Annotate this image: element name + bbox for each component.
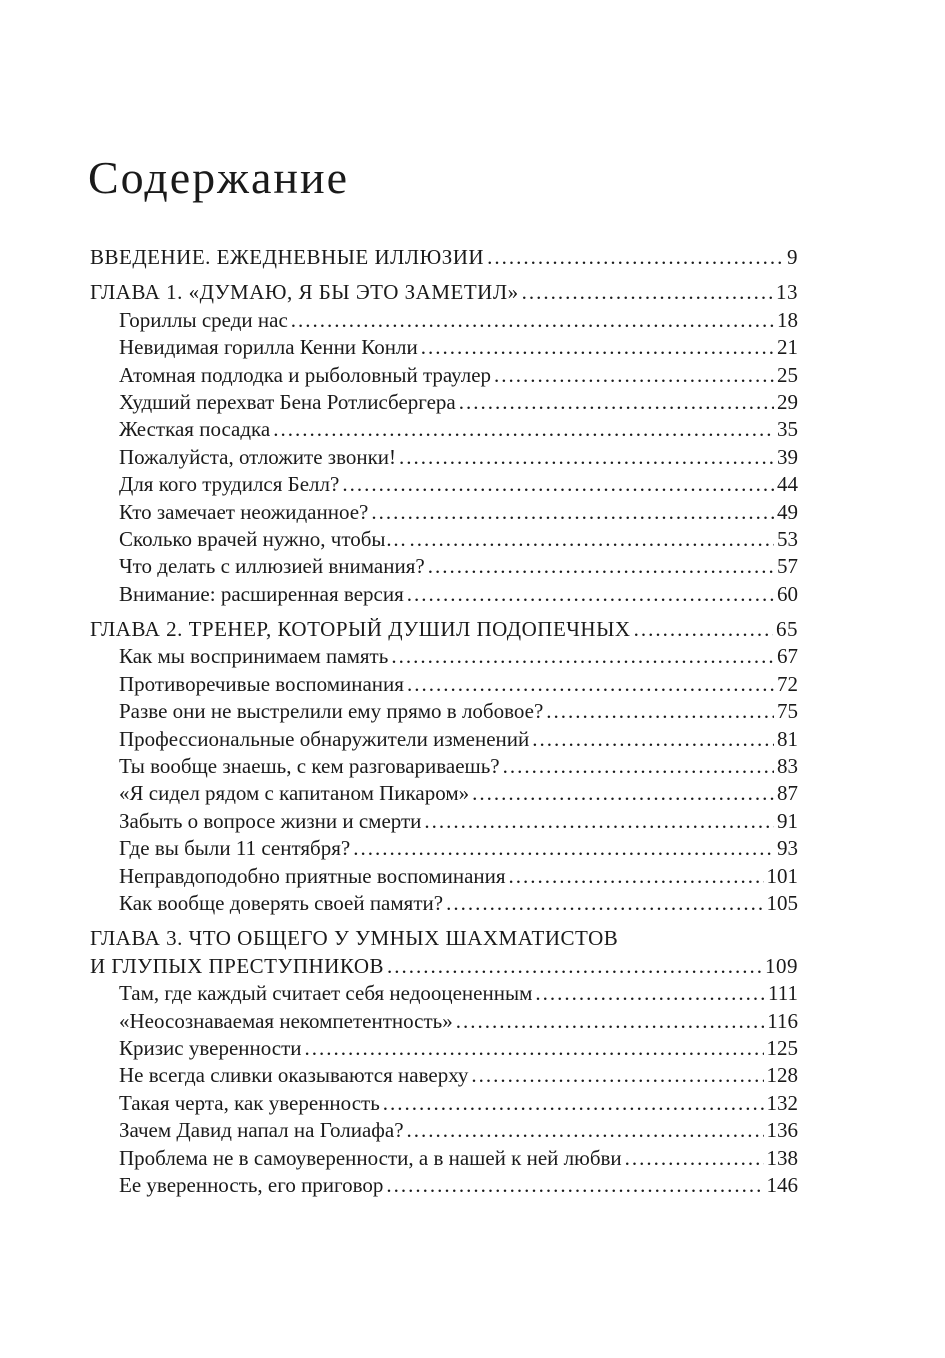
dot-leader <box>459 389 774 416</box>
toc-page-number: 53 <box>777 526 798 551</box>
toc-subsection-entry <box>90 835 798 862</box>
toc-page-number: 83 <box>777 754 798 779</box>
toc-entry-title: Пожалуйста, отложите звонки! <box>119 444 397 469</box>
toc-subsection-entry <box>90 726 798 753</box>
toc-entry-title: Невидимая горилла Кенни Конли <box>119 335 418 360</box>
toc-subsection-entry <box>90 416 798 443</box>
toc-subsection-entry <box>90 1145 798 1172</box>
dot-leader <box>503 753 774 780</box>
toc-entry-title: ГЛАВА 2. ТРЕНЕР, КОТОРЫЙ ДУШИЛ ПОДОПЕЧНЫХ <box>90 617 631 642</box>
toc-section-entry <box>90 925 798 952</box>
dot-leader <box>535 980 765 1007</box>
toc-entry-title: Как вообще доверять своей памяти? <box>119 890 444 915</box>
toc-page-number: 57 <box>777 554 798 579</box>
toc-page-number: 132 <box>766 1090 798 1115</box>
dot-leader <box>472 780 774 807</box>
dot-leader <box>399 444 774 471</box>
toc-entry-title: Что делать с иллюзией внимания? <box>119 554 425 579</box>
dot-leader <box>407 581 774 608</box>
toc-page-number: 9 <box>787 245 798 269</box>
toc-page-number: 60 <box>777 581 798 606</box>
dot-leader <box>546 698 774 725</box>
toc-page-number: 91 <box>777 808 798 833</box>
toc-entry-title: Гориллы среди нас <box>119 307 288 332</box>
dot-leader <box>471 1062 763 1089</box>
toc-entry-title: Профессиональные обнаружители изменений <box>119 726 530 751</box>
dot-leader <box>446 890 763 917</box>
dot-leader <box>634 616 773 643</box>
toc-page-number: 109 <box>765 953 798 978</box>
toc-page-number: 93 <box>777 836 798 861</box>
dot-leader <box>387 953 762 980</box>
toc-subsection-entry <box>90 389 798 416</box>
toc-subsection-entry <box>90 581 798 608</box>
toc-page-number: 128 <box>766 1063 798 1088</box>
toc-subsection-entry <box>90 499 798 526</box>
toc-entry-title: ВВЕДЕНИЕ. ЕЖЕДНЕВНЫЕ ИЛЛЮЗИИ <box>90 245 485 269</box>
toc-section-entry <box>90 953 798 980</box>
toc-subsection-entry <box>90 526 798 553</box>
toc-subsection-entry <box>90 643 798 670</box>
toc-page-number: 138 <box>766 1145 798 1170</box>
toc-subsection-entry <box>90 890 798 917</box>
toc-subsection-entry <box>90 1172 798 1199</box>
toc-section-entry <box>90 244 798 271</box>
toc-entry-title: Забыть о вопросе жизни и смерти <box>119 808 422 833</box>
toc-subsection-entry <box>90 808 798 835</box>
toc-page-number: 105 <box>766 890 798 915</box>
dot-leader <box>386 1172 763 1199</box>
toc-entry-title: «Неосознаваемая некомпетентность» <box>119 1008 453 1033</box>
toc-subsection-entry <box>90 753 798 780</box>
toc-entry-title: Такая черта, как уверенность <box>119 1090 380 1115</box>
toc-entry-title: Ее уверенность, его приговор <box>119 1172 384 1197</box>
dot-leader <box>625 1145 764 1172</box>
toc-page-number: 136 <box>766 1118 798 1143</box>
toc-entry-title: Сколько врачей нужно, чтобы… <box>119 526 407 551</box>
toc-page-number: 87 <box>777 781 798 806</box>
toc-section-entry <box>90 279 798 306</box>
dot-leader <box>273 416 774 443</box>
toc-page-number: 125 <box>766 1035 798 1060</box>
toc-entry-title: Жесткая посадка <box>119 417 271 442</box>
dot-leader <box>353 835 774 862</box>
dot-leader <box>407 671 774 698</box>
toc-entry-title: Не всегда сливки оказываются наверху <box>119 1063 469 1088</box>
toc-page-number: 18 <box>777 307 798 332</box>
toc-entry-title: Там, где каждый считает себя недооцененным <box>119 981 533 1006</box>
toc-entry-title: Атомная подлодка и рыболовный траулер <box>119 362 492 387</box>
dot-leader <box>305 1035 764 1062</box>
dot-leader <box>494 362 774 389</box>
toc-page-number: 44 <box>777 472 798 497</box>
toc-entry-title: И ГЛУПЫХ ПРЕСТУПНИКОВ <box>90 953 385 978</box>
dot-leader <box>428 553 774 580</box>
toc-page-number: 72 <box>777 671 798 696</box>
toc-page-number: 67 <box>777 644 798 669</box>
toc-subsection-entry <box>90 863 798 890</box>
dot-leader <box>424 808 774 835</box>
toc-page-number: 81 <box>777 726 798 751</box>
toc-page-number: 116 <box>767 1008 798 1033</box>
toc-subsection-entry <box>90 671 798 698</box>
toc-page-number: 25 <box>777 362 798 387</box>
toc-subsection-entry <box>90 334 798 361</box>
toc-page-number: 101 <box>766 863 798 888</box>
toc-entry-title: Кто замечает неожиданное? <box>119 499 369 524</box>
dot-leader <box>456 1008 765 1035</box>
dot-leader <box>509 863 764 890</box>
toc-subsection-entry <box>90 1008 798 1035</box>
dot-leader <box>532 726 774 753</box>
toc-subsection-entry <box>90 471 798 498</box>
toc-page-number: 35 <box>777 417 798 442</box>
dot-leader <box>522 279 773 306</box>
toc-page-number: 49 <box>777 499 798 524</box>
toc-entry-title: Ты вообще знаешь, с кем разговариваешь? <box>119 754 500 779</box>
toc-entry-title: Внимание: расширенная версия <box>119 581 404 606</box>
toc-page-number: 111 <box>768 981 798 1006</box>
toc-subsection-entry <box>90 307 798 334</box>
toc-subsection-entry <box>90 1035 798 1062</box>
toc-entry-title: Проблема не в самоуверенности, а в нашей к ней любви <box>119 1145 622 1170</box>
toc-section-entry <box>90 616 798 643</box>
toc-entry-title: Где вы были 11 сентября? <box>119 836 351 861</box>
dot-leader <box>391 643 774 670</box>
toc-page-number: 21 <box>777 335 798 360</box>
dot-leader <box>487 244 784 271</box>
toc-subsection-entry <box>90 1090 798 1117</box>
toc-subsection-entry <box>90 362 798 389</box>
toc-entry-title: ГЛАВА 3. ЧТО ОБЩЕГО У УМНЫХ ШАХМАТИСТОВ <box>90 926 619 951</box>
toc-entry-title: Неправдоподобно приятные воспоминания <box>119 863 506 888</box>
dot-leader <box>342 471 774 498</box>
page-title: Содержание <box>88 152 350 203</box>
toc-page-number: 39 <box>777 444 798 469</box>
toc-entry-title: Противоречивые воспоминания <box>119 671 404 696</box>
dot-leader <box>407 1117 764 1144</box>
toc-entry-title: «Я сидел рядом с капитаном Пикаром» <box>119 781 470 806</box>
toc-page-number: 13 <box>776 280 798 305</box>
toc-subsection-entry <box>90 1062 798 1089</box>
toc-entry-title: Зачем Давид напал на Голиафа? <box>119 1118 404 1143</box>
table-of-contents <box>90 244 798 1199</box>
toc-page-number: 65 <box>776 617 798 642</box>
toc-page-number: 75 <box>777 699 798 724</box>
toc-entry-title: Разве они не выстрелили ему прямо в лобовое? <box>119 699 544 724</box>
toc-page-number: 146 <box>766 1172 798 1197</box>
toc-subsection-entry <box>90 780 798 807</box>
toc-subsection-entry <box>90 1117 798 1144</box>
toc-subsection-entry <box>90 444 798 471</box>
toc-subsection-entry <box>90 698 798 725</box>
dot-leader <box>383 1090 764 1117</box>
dot-leader <box>410 526 774 553</box>
toc-subsection-entry <box>90 980 798 1007</box>
dot-leader <box>371 499 774 526</box>
toc-subsection-entry <box>90 553 798 580</box>
toc-page-number: 29 <box>777 389 798 414</box>
toc-entry-title: Кризис уверенности <box>119 1035 302 1060</box>
toc-entry-title: Худший перехват Бена Ротлисбергера <box>119 389 456 414</box>
dot-leader <box>421 334 774 361</box>
toc-entry-title: Как мы воспринимаем память <box>119 644 389 669</box>
toc-entry-title: ГЛАВА 1. «ДУМАЮ, Я БЫ ЭТО ЗАМЕТИЛ» <box>90 280 519 305</box>
dot-leader <box>291 307 774 334</box>
toc-entry-title: Для кого трудился Белл? <box>119 472 340 497</box>
